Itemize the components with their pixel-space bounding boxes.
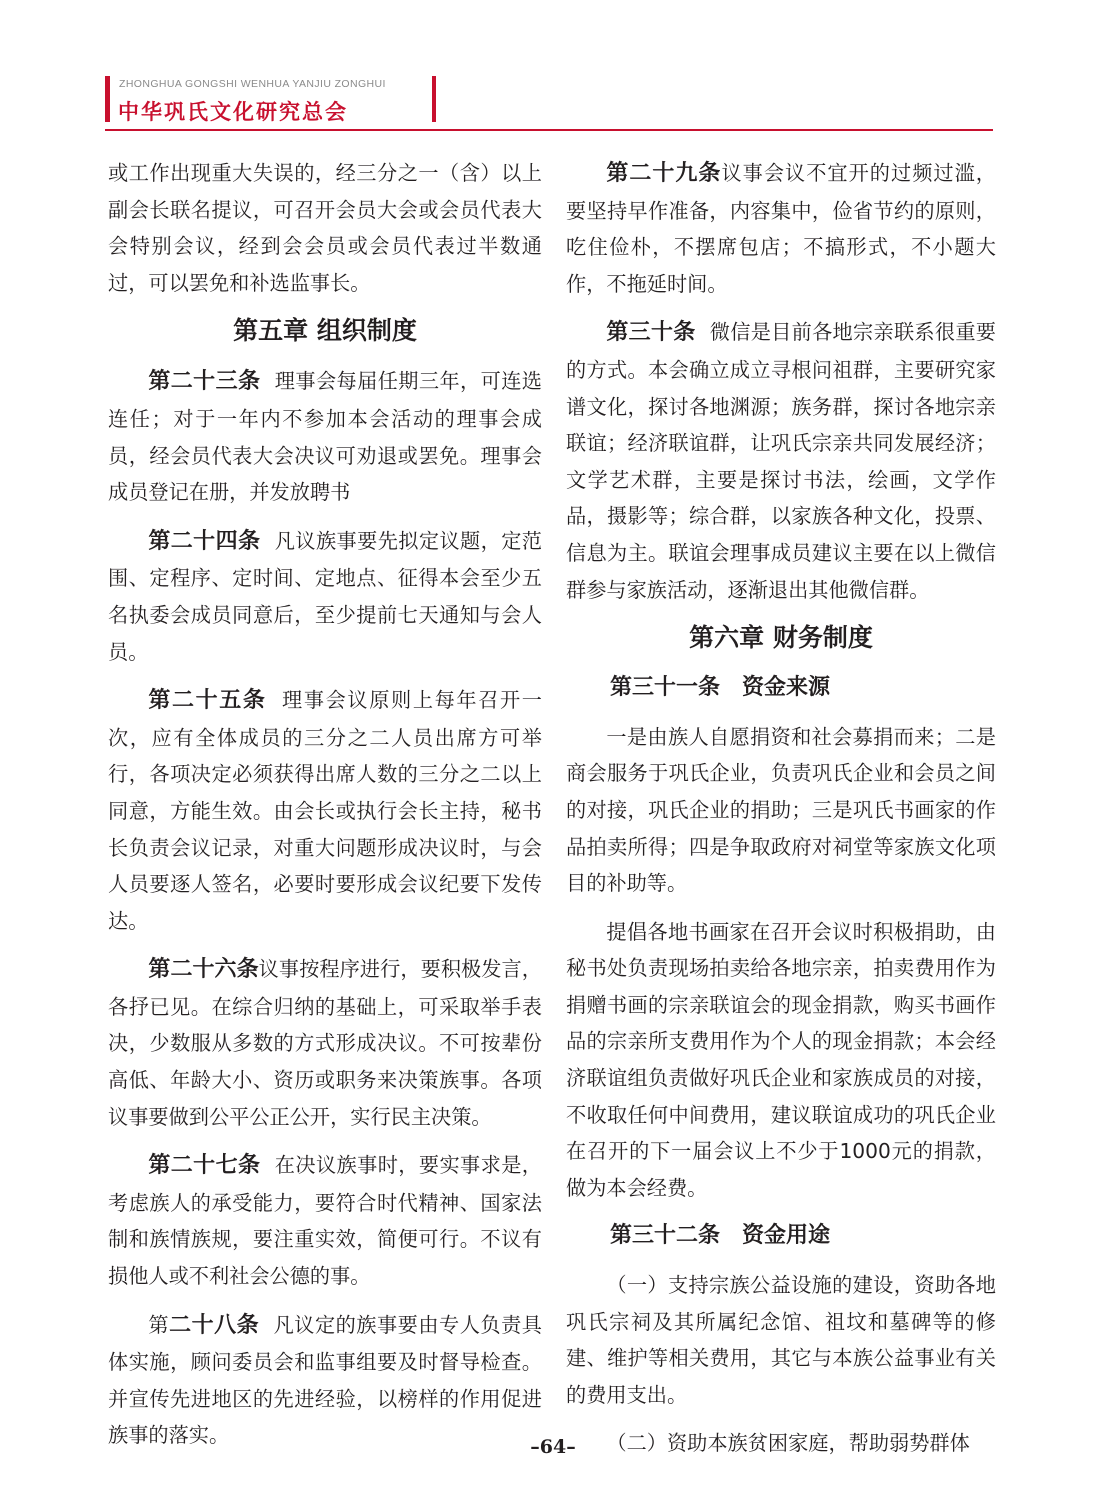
article-26 bbox=[108, 951, 542, 1135]
article-text: 凡议定的族事要由专人负责具体实施，顾问委员会和监事组要及时督导检查。并宣传先进地区的先进经验，以榜样的作用促进族事的落实。 bbox=[108, 1312, 542, 1448]
paragraph: （一）支持宗族公益设施的建设，资助各地巩氏宗祠及其所属纪念馆、祖坟和墓碑等的修建、维护等相关费用，其它与本族公益事业有关的费用支出。 bbox=[566, 1273, 996, 1407]
article-title: 第二十七条 bbox=[148, 1153, 261, 1179]
article-32-heading: 第三十二条 资金用途 bbox=[610, 1223, 831, 1249]
article-title-first-char: 第 bbox=[148, 1312, 170, 1337]
paragraph: （二）资助本族贫困家庭，帮助弱势群体 bbox=[606, 1431, 970, 1456]
article-title: 第二十三条 bbox=[148, 369, 261, 395]
article-23 bbox=[108, 363, 542, 510]
article-title: 第三十条 bbox=[606, 320, 696, 346]
header-left-bar bbox=[105, 76, 110, 122]
article-27 bbox=[108, 1147, 542, 1294]
article-24 bbox=[108, 523, 542, 670]
article-25 bbox=[108, 682, 542, 939]
article-text: 理事会每届任期三年，可连选连任；对于一年内不参加本会活动的理事会成员，经会员代表大会决议可劝退或罢免。理事会成员登记在册，并发放聘书 bbox=[108, 369, 542, 505]
article-31-heading: 第三十一条 资金来源 bbox=[610, 675, 831, 701]
page-number: –64– bbox=[530, 1436, 576, 1458]
paragraph: 提倡各地书画家在召开会议时积极捐助，由秘书处负责现场拍卖给各地宗亲，拍卖费用作为捐赠书画的宗亲联谊会的现金捐款，购买书画作品的宗亲所支费用作为个人的现金捐款；本会经济联谊组负责做好巩氏企业和家族成员的对接，不收取任何中间费用，建议联谊成功的巩氏企业在召开的下一届会议上不少于1000元的捐款，做为本会经费。 bbox=[566, 919, 996, 1200]
right-column bbox=[566, 155, 996, 1464]
article-title: 第二十九条 bbox=[606, 161, 722, 186]
header-right-bar bbox=[432, 76, 436, 122]
article-28 bbox=[108, 1307, 542, 1454]
chapter-heading: 第五章 组织制度 bbox=[233, 316, 417, 346]
chapter-heading: 第六章 财务制度 bbox=[689, 623, 873, 653]
article-text: 理事会议原则上每年召开一次，应有全体成员的三分之二人员出席方可举行，各项决定必须获得出席人数的三分之二以上同意，方能生效。由会长或执行会长主持，秘书长负责会议记录，对重大问题形成决议时，与会人员要逐人签名，必要时要形成会议纪要下发传达。 bbox=[108, 688, 542, 933]
article-30 bbox=[566, 314, 996, 608]
header-pinyin: ZHONGHUA GONGSHI WENHUA YANJIU ZONGHUI bbox=[119, 78, 386, 90]
article-text: 在决议族事时，要实事求是，考虑族人的承受能力，要符合时代精神、国家法制和族情族规，要注重实效，简便可行。不议有损他人或不利社会公德的事。 bbox=[108, 1153, 542, 1289]
paragraph-intro: 或工作出现重大失误的，经三分之一（含）以上副会长联名提议，可召开会员大会或会员代表大会特别会议，经到会会员或会员代表过半数通过，可以罢免和补选监事长。 bbox=[108, 161, 542, 295]
article-title: 第二十四条 bbox=[148, 528, 261, 554]
paragraph: 一是由族人自愿捐资和社会募捐而来；二是商会服务于巩氏企业，负责巩氏企业和会员之间的对接，巩氏企业的捐助；三是巩氏书画家的作品拍卖所得；四是争取政府对祠堂等家族文化项目的补助等。 bbox=[566, 724, 996, 896]
header-rule bbox=[105, 129, 993, 131]
left-column bbox=[108, 155, 542, 1466]
article-text: 凡议族事要先拟定议题，定范围、定程序、定时间、定地点、征得本会至少五名执委会成员同意后，至少提前七天通知与会人员。 bbox=[108, 528, 542, 664]
article-title: 第二十五条 bbox=[148, 688, 267, 714]
article-text: 微信是目前各地宗亲联系很重要的方式。本会确立成立寻根问祖群，主要研究家谱文化，探讨各地渊源；族务群，探讨各地宗亲联谊；经济联谊群，让巩氏宗亲共同发展经济；文学艺术群，主要是探讨书法，绘画，文学作品，摄影等；综合群，以家族各种文化，投票、信息为主。联谊会理事成员建议主要在以上微信群参与家族活动，逐渐退出其他微信群。 bbox=[566, 320, 996, 602]
article-text: 议事按程序进行，要积极发言，各抒已见。在综合归纳的基础上，可采取举手表决，少数服从多数的方式形成决议。不可按辈份高低、年龄大小、资历或职务来决策族事。各项议事要做到公平公正公开，实行民主决策。 bbox=[108, 957, 542, 1129]
article-title: 二十八条 bbox=[169, 1312, 260, 1338]
header-title: 中华巩氏文化研究总会 bbox=[118, 99, 348, 124]
article-29 bbox=[566, 155, 996, 302]
article-title: 第二十六条 bbox=[148, 957, 259, 983]
article-text: 议事会议不宜开的过频过滥，要坚持早作准备，内容集中，俭省节约的原则，吃住俭朴，不摆席包店；不搞形式，不小题大作，不拖延时间。 bbox=[566, 161, 996, 296]
